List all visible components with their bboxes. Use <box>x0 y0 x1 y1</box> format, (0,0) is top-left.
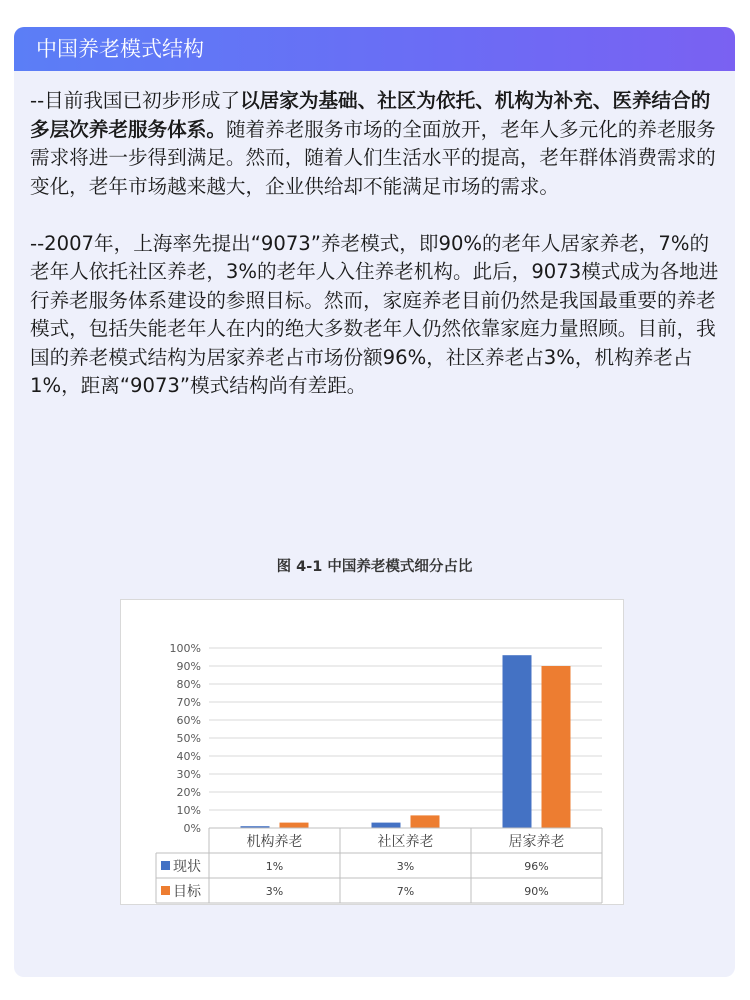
y-tick-label: 80% <box>176 678 201 691</box>
bar-目标 <box>542 666 571 828</box>
y-tick-label: 10% <box>176 804 201 817</box>
data-label: 3% <box>396 860 415 873</box>
y-tick-label: 60% <box>176 714 201 727</box>
legend-label: 现状 <box>173 859 201 875</box>
chart-container <box>120 599 624 905</box>
y-tick-label: 70% <box>176 696 201 709</box>
y-tick-label: 50% <box>176 732 201 745</box>
legend-swatch-现状 <box>161 861 170 870</box>
bar-目标 <box>411 815 440 828</box>
paragraph-1-lead: --目前我国已初步形成了 <box>30 89 241 112</box>
y-tick-label: 20% <box>176 786 201 799</box>
bar-chart <box>121 600 623 904</box>
y-tick-label: 0% <box>183 822 201 835</box>
paragraph-2: --2007年，上海率先提出“9073”养老模式，即90%的老年人居家养老，7%的老年人依托社区养老，3%的老年人入住养老机构。此后，9073模式成为各地进行养老服务体系建设的参照目标。然而，家庭养老目前仍然是我国最重要的养老模式，包括失能老年人在内的绝大多数老年人仍然依靠家庭力量照顾。目前，我国的养老模式结构为居家养老占市场份额96%，社区养老占3%，机构养老占1%，距离“9073”模式结构尚有差距。 <box>30 231 719 397</box>
x-tick-label: 机构养老 <box>246 834 303 850</box>
content-card <box>14 27 735 977</box>
data-label: 3% <box>265 885 284 898</box>
x-tick-label: 居家养老 <box>508 834 565 850</box>
x-tick-label: 社区养老 <box>377 834 434 850</box>
bar-现状 <box>372 823 401 828</box>
paragraph-1-rest: 随着养老服务市场的全面放开，老年人多元化的养老服务需求将进一步得到满足。然而，随着人们生活水平的提高，老年群体消费需求的变化，老年市场越来越大，企业供给却不能满足市场的需求。 <box>30 117 716 198</box>
data-label: 1% <box>265 860 284 873</box>
y-tick-label: 90% <box>176 660 201 673</box>
y-tick-label: 30% <box>176 768 201 781</box>
paragraph-1-bold: 以居家为基础、社区为依托、机构为补充、医养结合的多层次养老服务体系。 <box>30 89 711 141</box>
legend-label: 目标 <box>173 884 201 900</box>
y-tick-label: 40% <box>176 750 201 763</box>
paragraph-1 <box>30 87 720 201</box>
data-label: 96% <box>524 860 549 873</box>
y-tick-label: 100% <box>169 642 201 655</box>
bar-目标 <box>280 823 309 828</box>
legend-swatch-目标 <box>161 886 170 895</box>
section-header <box>14 27 735 71</box>
chart-title: 图 4-1 中国养老模式细分占比 <box>276 559 473 575</box>
article-body <box>30 87 720 401</box>
data-label: 7% <box>396 885 415 898</box>
section-title: 中国养老模式结构 <box>36 37 204 61</box>
bar-现状 <box>503 655 532 828</box>
data-label: 90% <box>524 885 549 898</box>
